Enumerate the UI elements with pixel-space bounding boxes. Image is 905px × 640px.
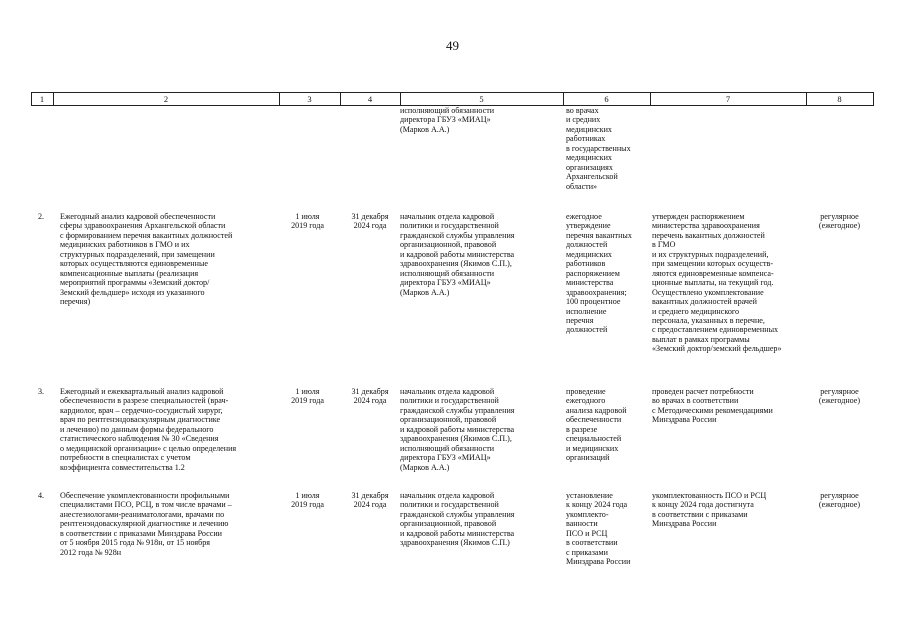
activity-cell: Обеспечение укомплектованности профильными специалистами ПСО, РСЦ, в том числе врачами – анестезиологами-реаниматологами, врачами по рентгенэндоваскулярной диагностике и лечению в соответствии с приказами Минздрава России от 5 ноября 2015 года № 918н, от 15 ноября 2012 года № 928н	[60, 491, 232, 557]
column-number: 5	[479, 94, 484, 104]
page-number: 49	[446, 38, 459, 53]
frequency-cell: регулярное (ежегодное)	[818, 387, 861, 406]
column-number: 6	[604, 94, 609, 104]
frequency-cell: регулярное (ежегодное)	[818, 212, 861, 231]
result-cell: укомплектованность ПСО и РСЦ к концу 2024 года достигнута в соответствии с приказами Минздрава России	[652, 491, 767, 529]
column-number: 4	[367, 94, 373, 104]
column-number-row	[31, 92, 874, 106]
column-number: 7	[725, 94, 731, 104]
start-date-cell: 1 июля 2019 года	[291, 491, 324, 510]
indicator-cell: установление к концу 2024 года укомплекто- ванности ПСО и РСЦ в соответствии с приказами Минздрава России	[566, 491, 631, 567]
responsible-cell: начальник отдела кадровой политики и государственной гражданской службы управления организационной, правовой и кадровой работы министерства здравоохранения (Якимов С.П.)	[400, 491, 515, 548]
continued-indicator-cell: во врачах и средних медицинских работниках в государственных медицинских организациях Архангельской области»	[566, 106, 631, 191]
start-date-cell: 1 июля 2019 года	[291, 387, 324, 406]
column-number: 3	[307, 94, 312, 104]
end-date-cell: 31 декабря 2024 года	[351, 491, 389, 510]
indicator-cell: проведение ежегодного анализа кадровой обеспеченности в разрезе специальностей и медицинских организаций	[566, 387, 627, 463]
table-border	[873, 93, 874, 105]
row-number-cell: 3.	[38, 387, 45, 396]
continued-responsible-cell: исполняющий обязанности директора ГБУЗ «МИАЦ» (Марков А.А.)	[400, 106, 495, 134]
column-number: 1	[39, 94, 45, 104]
column-number: 8	[837, 94, 842, 104]
end-date-cell: 31 декабря 2024 года	[351, 387, 389, 406]
row-number-cell: 4.	[38, 491, 45, 500]
end-date-cell: 31 декабря 2024 года	[351, 212, 389, 231]
responsible-cell: начальник отдела кадровой политики и государственной гражданской службы управления организационной, правовой и кадровой работы министерства здравоохранения (Якимов С.П.), исполняющий обязанности директора ГБУЗ «МИАЦ» (Марков А.А.)	[400, 387, 515, 472]
responsible-cell: начальник отдела кадровой политики и государственной гражданской службы управления организационной, правовой и кадровой работы министерства здравоохранения (Якимов С.П.), исполняющий обязанности директора ГБУЗ «МИАЦ» (Марков А.А.)	[400, 212, 515, 297]
result-cell: утвержден распоряжением министерства здравоохранения перечень вакантных должностей в ГМО и их структурных подразделений, при замещении которых осуществ- ляются единовременные компенса- ционные выплаты, на текущий год. Осуществлено укомплектование вакантных должностей врачей и среднего медицинского персонала, указанных в перечне, с предоставлением единовременных выплат в рамках программы «Земский доктор/земский фельдшер»	[652, 212, 782, 354]
indicator-cell: ежегодное утверждение перечня вакантных должностей медицинских работников распоряжением министерства здравоохранения; 100 процентное исполнение перечня должностей	[566, 212, 632, 335]
activity-cell: Ежегодный анализ кадровой обеспеченности сферы здравоохранения Архангельской области с формированием перечня вакантных должностей медицинских работников в ГМО и их структурных подразделений, при замещении которых осуществляются единовременные компенсационные выплаты (реализация мероприятий программы «Земский доктор/ Земский фельдшер» исходя из указанного перечня)	[60, 212, 233, 307]
activity-cell: Ежегодный и ежеквартальный анализ кадровой обеспеченности в разрезе специальностей (врач- кардиолог, врач – сердечно-сосудистый хирург, врач по рентгенэндоваскулярным диагностике и лечению) по данным формы федерального статистического наблюдения № 30 «Сведения о медицинской организации» с целью определения потребности в специалистах с учетом коэффициента совместительства 1.2	[60, 387, 237, 472]
start-date-cell: 1 июля 2019 года	[291, 212, 324, 231]
row-number-cell: 2.	[38, 212, 45, 221]
result-cell: проведен расчет потребности во врачах в соответствии с Методическими рекомендациями Минздрава России	[652, 387, 773, 425]
column-number: 2	[163, 94, 169, 104]
frequency-cell: регулярное (ежегодное)	[818, 491, 861, 510]
